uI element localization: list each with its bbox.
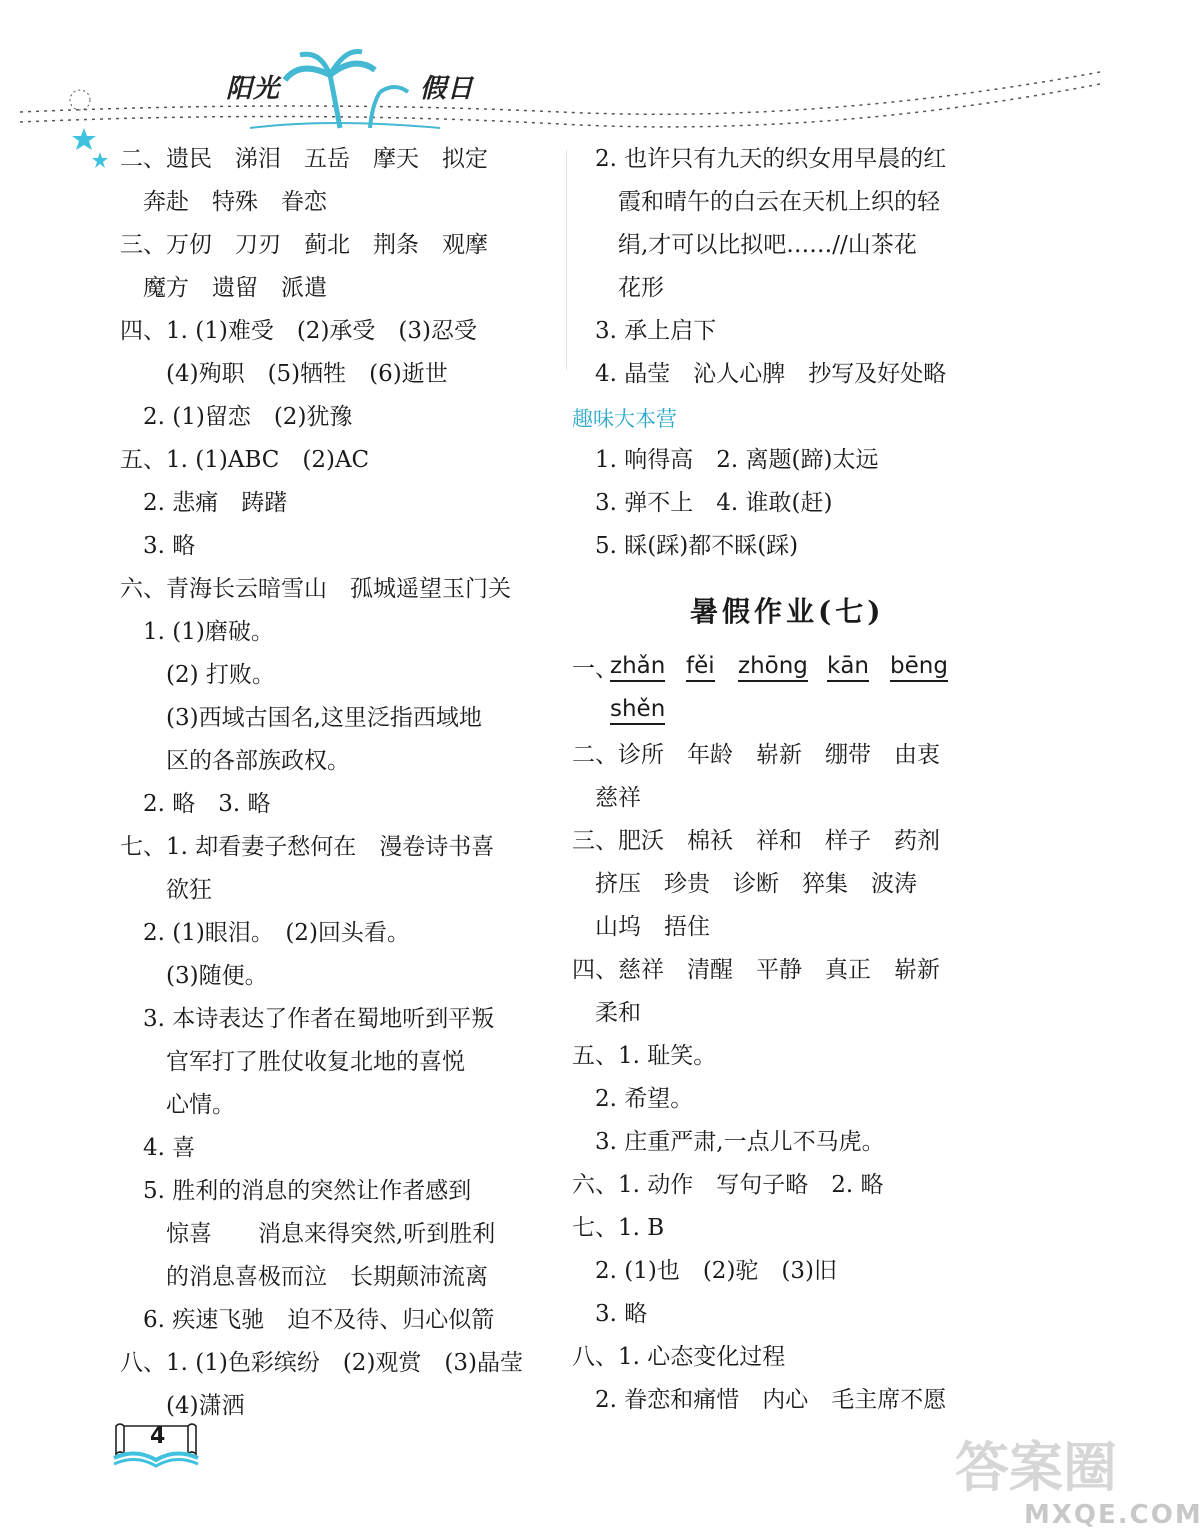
answer-line: 奔赴 特殊 眷恋 [120, 189, 327, 215]
answer-line: 七、1. B [572, 1215, 665, 1241]
answer-line: 欲狂 [120, 877, 212, 903]
answer-line: 6. 疾速飞驰 迫不及待、归心似箭 [120, 1307, 495, 1333]
pinyin-prefix: 一、 [572, 656, 618, 682]
fun-section-title: 趣味大本营 [572, 407, 677, 431]
answer-line: (3)西域古国名,这里泛指西域地 [120, 705, 482, 731]
answer-line: 2. 悲痛 踌躇 [120, 490, 288, 516]
pinyin-answer: kān [827, 652, 869, 682]
answer-line: 八、1. 心态变化过程 [572, 1344, 786, 1370]
answer-line: 3. 略 [572, 1301, 648, 1327]
answer-line: 霞和晴午的白云在天机上织的轻 [572, 189, 940, 215]
answer-line: 5. 胜利的消息的突然让作者感到 [120, 1178, 472, 1204]
column-divider [566, 150, 567, 370]
star-decoration-icon [70, 126, 114, 178]
answer-line: (2) 打败。 [120, 662, 275, 688]
answer-line: 区的各部族政权。 [120, 748, 350, 774]
answer-line: 魔方 遗留 派遣 [120, 275, 327, 301]
answer-line: 挤压 珍贵 诊断 猝集 波涛 [572, 871, 917, 897]
answer-line: 五、1. (1)ABC (2)AC [120, 447, 370, 473]
answer-line: 2. 略 3. 略 [120, 791, 271, 817]
answer-line: 3. 承上启下 [572, 318, 717, 344]
answer-line: 惊喜 消息来得突然,听到胜利 [120, 1221, 496, 1247]
pinyin-answer: bēng [890, 652, 948, 682]
answer-line: (4)殉职 (5)牺牲 (6)逝世 [120, 361, 448, 387]
answer-line: 八、1. (1)色彩缤纷 (2)观赏 (3)晶莹 [120, 1350, 523, 1376]
section-title: 暑假作业(七) [690, 595, 885, 628]
header-brand-left: 阳光 [226, 74, 281, 104]
header-brand-right: 假日 [420, 74, 475, 104]
answer-line: 官军打了胜仗收复北地的喜悦 [120, 1049, 465, 1075]
pinyin-answer: fěi [686, 652, 715, 682]
answer-line: (3)随便。 [120, 963, 268, 989]
header-decoration [0, 0, 1119, 150]
answer-line: 2. (1)留恋 (2)犹豫 [120, 404, 353, 430]
answer-line: 4. 晶莹 沁人心脾 抄写及好处略 [572, 361, 947, 387]
answer-line: 2. (1)也 (2)驼 (3)旧 [572, 1258, 837, 1284]
answer-line: 二、遗民 涕泪 五岳 摩天 拟定 [120, 146, 488, 172]
answer-line: 2. 希望。 [572, 1086, 694, 1112]
answer-line: 2. 眷恋和痛惜 内心 毛主席不愿 [572, 1387, 947, 1413]
pinyin-answer: shěn [610, 695, 665, 725]
answer-line: 3. 本诗表达了作者在蜀地听到平叛 [120, 1006, 495, 1032]
answer-line: 心情。 [120, 1092, 235, 1118]
answer-line: 5. 睬(踩)都不睬(踩) [572, 533, 799, 559]
answer-line: 三、肥沃 棉袄 祥和 样子 药剂 [572, 828, 940, 854]
answer-line: 慈祥 [572, 785, 641, 811]
answer-line: 3. 弹不上 4. 谁敢(赶) [572, 490, 833, 516]
answer-line: 绢,才可以比拟吧……//山茶花 [572, 232, 917, 258]
answer-line: 3. 略 [120, 533, 196, 559]
answer-line: 柔和 [572, 1000, 641, 1026]
answer-line: 2. 也许只有九天的织女用早晨的红 [572, 146, 947, 172]
answer-line: 4. 喜 [120, 1135, 196, 1161]
answer-line: 五、1. 耻笑。 [572, 1043, 717, 1069]
answer-line: (4)潇洒 [120, 1393, 245, 1419]
answer-line: 1. (1)磨破。 [120, 619, 274, 645]
answer-line: 六、1. 动作 写句子略 2. 略 [572, 1172, 884, 1198]
answer-line: 花形 [572, 275, 664, 301]
answer-line: 三、万仞 刀刃 蓟北 荆条 观摩 [120, 232, 488, 258]
answer-line: 七、1. 却看妻子愁何在 漫卷诗书喜 [120, 834, 495, 860]
answer-line: 3. 庄重严肃,一点儿不马虎。 [572, 1129, 885, 1155]
answer-line: 六、青海长云暗雪山 孤城遥望玉门关 [120, 576, 511, 602]
watermark-site: MXQE.COM [1024, 1500, 1203, 1530]
answer-line: 四、慈祥 清醒 平静 真正 崭新 [572, 957, 940, 983]
answer-line: 二、诊所 年龄 崭新 绷带 由衷 [572, 742, 940, 768]
answer-line: 山坞 捂住 [572, 914, 710, 940]
answer-line: 2. (1)眼泪。 (2)回头看。 [120, 920, 410, 946]
answer-line: 1. 响得高 2. 离题(蹄)太远 [572, 447, 879, 473]
palm-tree-icon [285, 51, 408, 128]
answer-line: 四、1. (1)难受 (2)承受 (3)忍受 [120, 318, 477, 344]
pinyin-answer: zhōng [738, 652, 808, 682]
watermark-logo: 答案圈 [955, 1436, 1117, 1499]
page-number: 4 [150, 1424, 166, 1449]
pinyin-answer: zhǎn [610, 652, 665, 682]
answer-line: 的消息喜极而泣 长期颠沛流离 [120, 1264, 488, 1290]
